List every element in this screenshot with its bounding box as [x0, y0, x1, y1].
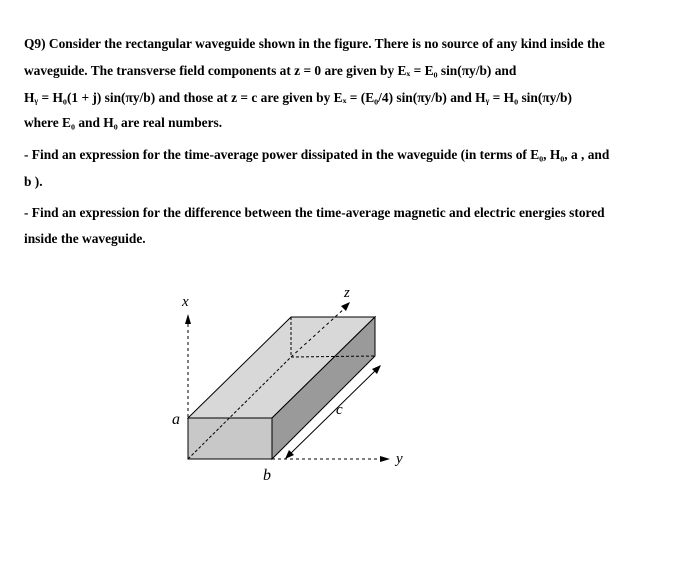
waveguide-front-face [188, 418, 272, 459]
problem-line-4: where E₀ and H₀ are real numbers. [24, 115, 223, 130]
dim-label-b: b [263, 467, 271, 484]
axis-label-z: z [344, 285, 350, 301]
problem-heading: Q9) Consider the rectangular waveguide shown in the figure. There is no source of any kind inside the [24, 36, 605, 51]
part1-line-2: b ). [24, 174, 43, 189]
x-axis-arrowhead [185, 314, 191, 324]
part1-line-1: - Find an expression for the time-average power dissipated in the waveguide (in terms of E₀, H₀, a , and [24, 147, 610, 162]
axis-label-y: y [396, 451, 403, 467]
y-axis-arrowhead [380, 456, 390, 462]
part2-line-1: - Find an expression for the difference between the time-average magnetic and electric energies stored [24, 205, 605, 220]
z-axis-arrowhead [341, 302, 350, 311]
dim-label-c: c [336, 402, 343, 418]
dim-label-a: a [172, 411, 180, 428]
part2-line-2: inside the waveguide. [24, 231, 146, 246]
problem-line-2: waveguide. The transverse field components at z = 0 are given by Eₓ = E₀ sin(πy/b) and [24, 63, 517, 78]
problem-line-3: Hᵧ = H₀(1 + j) sin(πy/b) and those at z = c are given by Eₓ = (E₀/4) sin(πy/b) and Hᵧ = H₀ sin(πy/b) [24, 90, 572, 105]
axis-label-x: x [182, 294, 189, 310]
